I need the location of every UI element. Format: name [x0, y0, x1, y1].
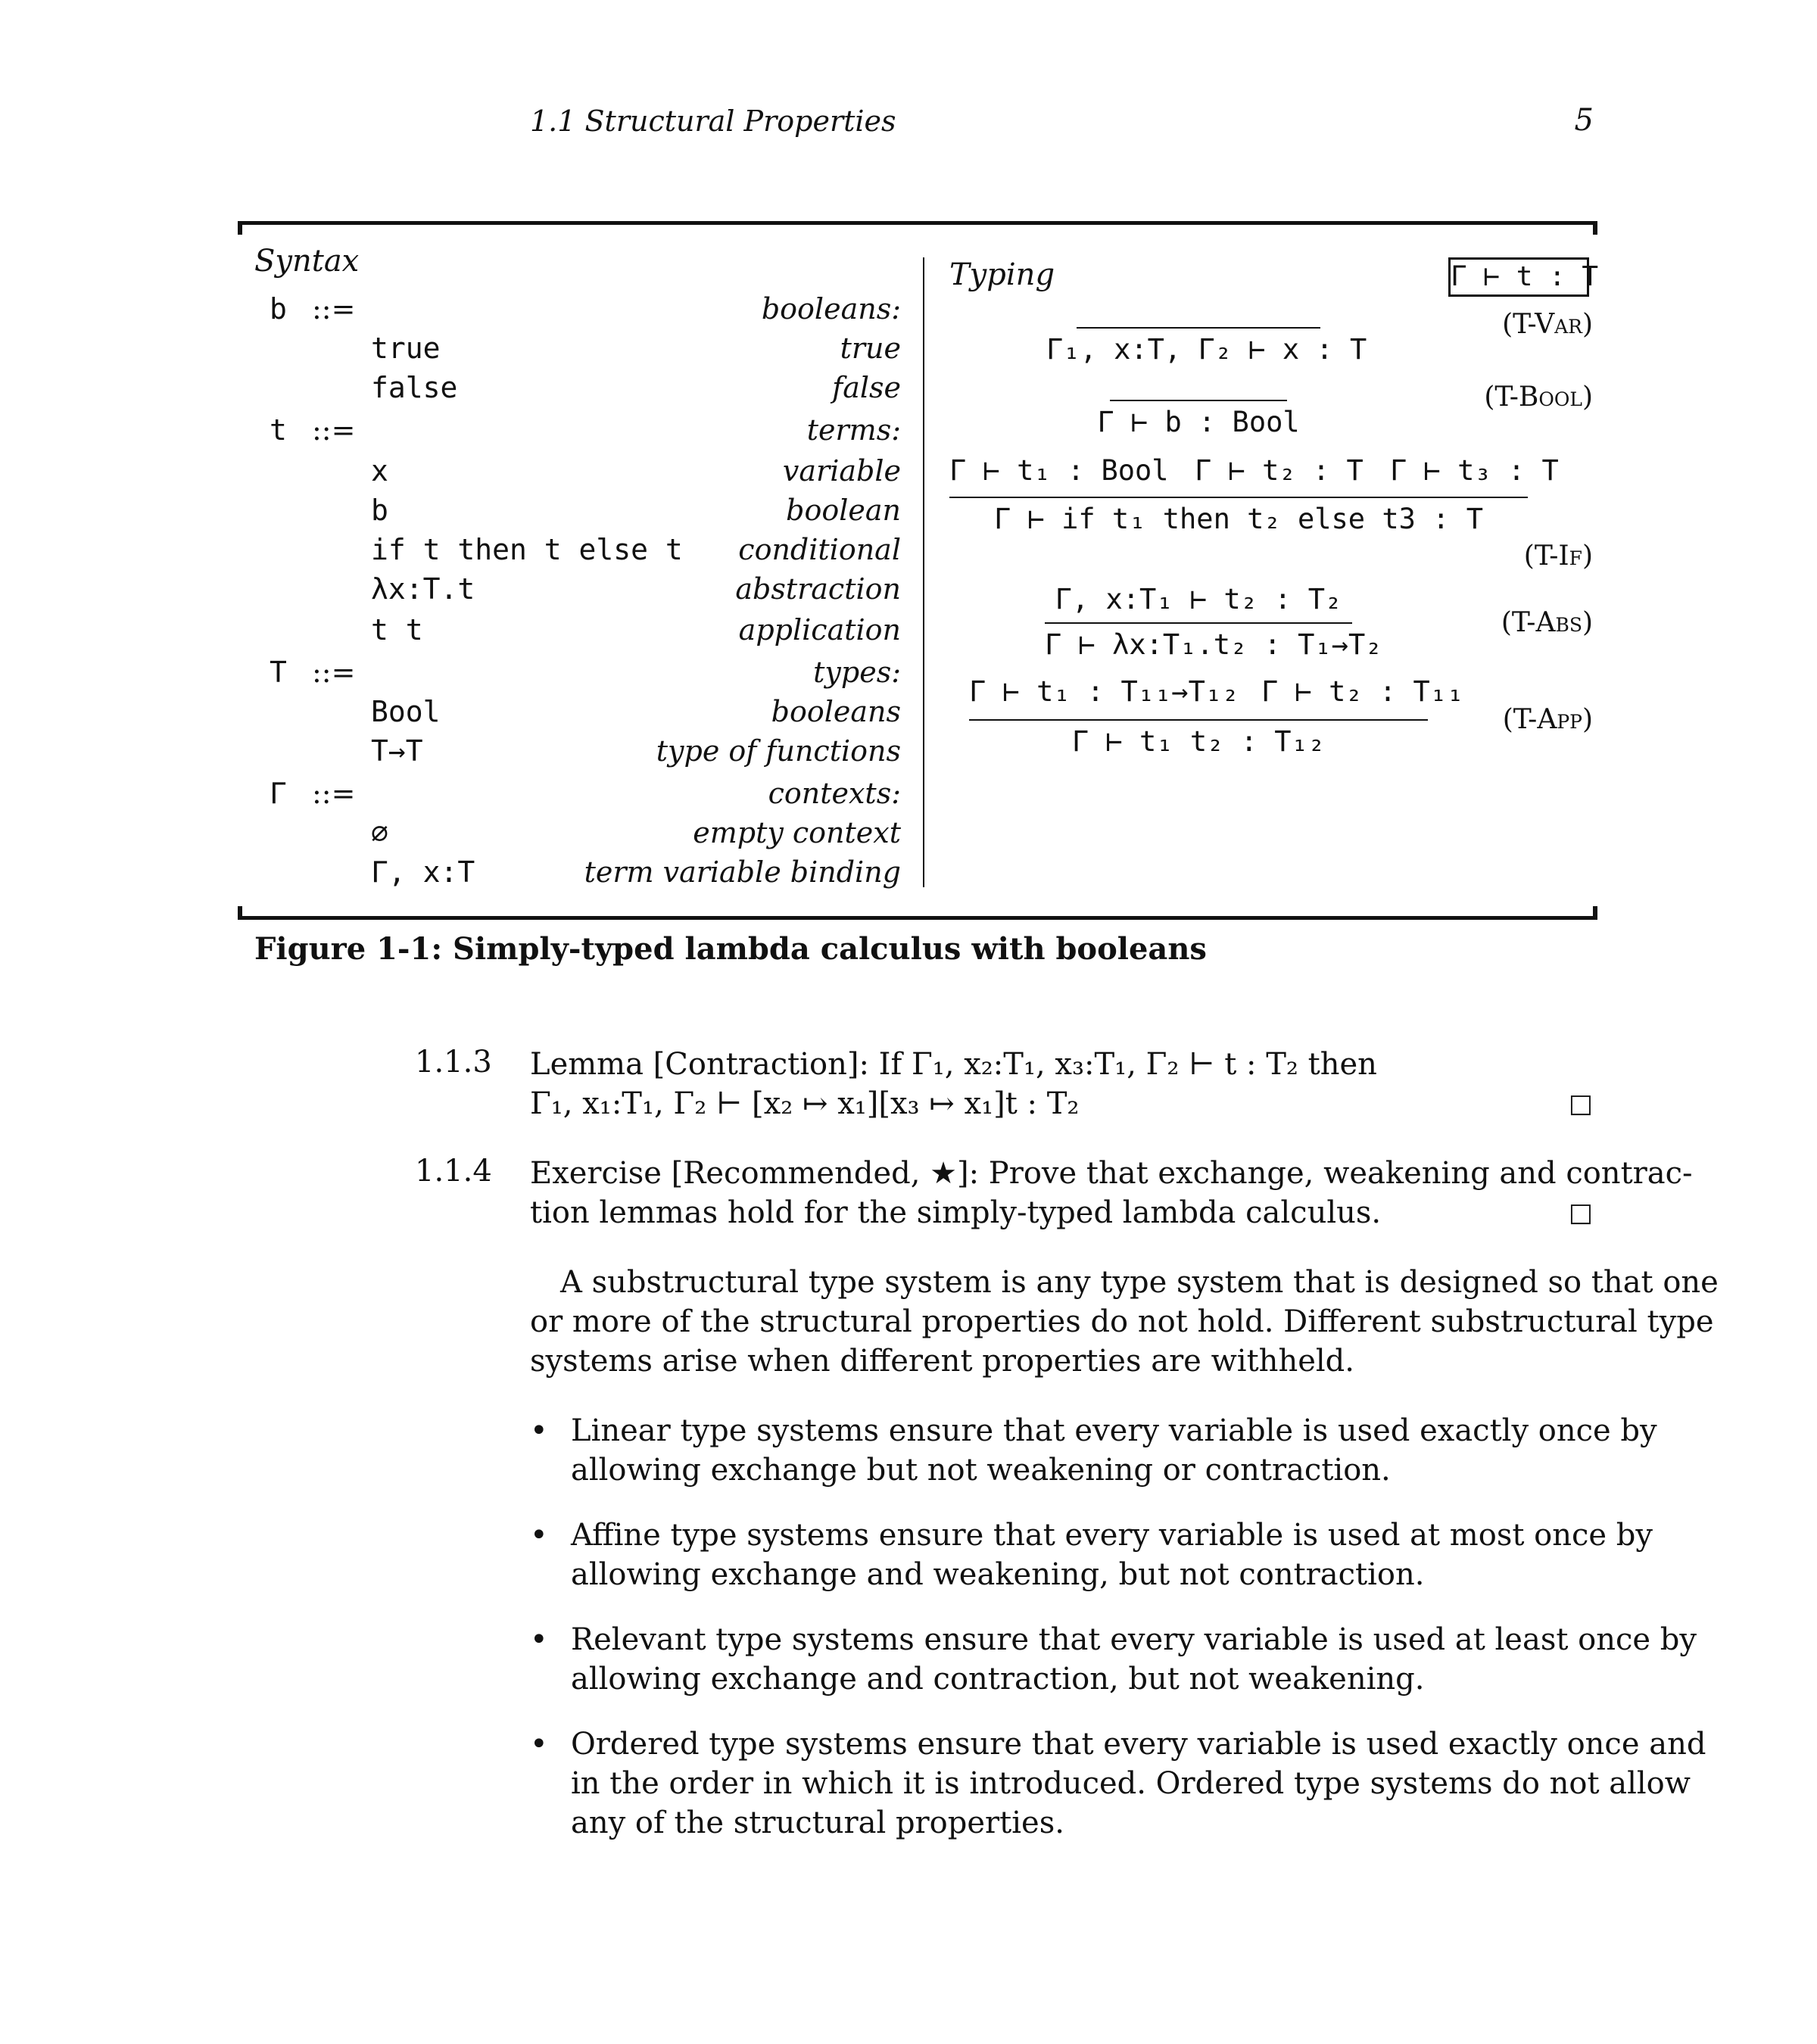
syntax-production: true: [371, 332, 441, 365]
lemma-qed-icon: □: [1568, 1089, 1593, 1119]
syntax-description: conditional: [738, 533, 901, 566]
syntax-description: booleans:: [761, 292, 901, 326]
syntax-description: type of functions: [656, 734, 901, 768]
tbool-conclusion: Γ ⊢ b : Bool: [1097, 406, 1300, 438]
syntax-def-symbol: ::=: [312, 656, 356, 689]
exercise-number: 1.1.4: [415, 1154, 492, 1189]
figure-bottom-rule: [238, 916, 1597, 920]
syntax-description: types:: [813, 656, 901, 689]
figure-bottom-right-tick: [1593, 906, 1597, 920]
syntax-description: terms:: [806, 413, 901, 447]
syntax-row: [0, 653, 1817, 692]
inference-bar-tbool: [1110, 400, 1287, 401]
tvar-conclusion: Γ₁, x:T, Γ₂ ⊢ x : T: [1046, 333, 1367, 366]
inference-bar-tapp: [969, 719, 1428, 721]
bullet-icon: •: [530, 1413, 548, 1448]
syntax-description: true: [840, 332, 901, 365]
bullet-linear-line-1: Linear type systems ensure that every variable is used exactly once by: [571, 1413, 1657, 1448]
page-number: 5: [1574, 103, 1594, 138]
lemma-line-1: Lemma [Contraction]: If Γ₁, x₂:T₁, x₃:T₁, Γ₂ ⊢ t : T₂ then: [530, 1047, 1377, 1082]
exercise-line-2: tion lemmas hold for the simply-typed lambda calculus.: [530, 1195, 1382, 1230]
syntax-row: [0, 569, 1817, 609]
syntax-row: [0, 410, 1817, 450]
syntax-production: T→T: [371, 734, 423, 768]
syntax-nonterminal: b: [270, 292, 287, 326]
exercise-qed-icon: □: [1568, 1198, 1593, 1228]
bullet-icon: •: [530, 1622, 548, 1657]
bullet-ordered-line-1: Ordered type systems ensure that every variable is used exactly once and: [571, 1727, 1706, 1762]
syntax-production: x: [371, 454, 388, 488]
syntax-description: application: [738, 613, 901, 647]
paragraph-line-2: or more of the structural properties do not hold. Different substructural type: [530, 1304, 1714, 1339]
tif-premise-2: Γ ⊢ t₂ : T: [1195, 454, 1364, 487]
typing-title: Typing: [949, 257, 1055, 292]
bullet-icon: •: [530, 1518, 548, 1553]
syntax-production: t t: [371, 613, 423, 647]
bullet-relevant-line-1: Relevant type systems ensure that every variable is used at least once by: [571, 1622, 1697, 1657]
figure-top-right-tick: [1593, 221, 1597, 235]
tabs-premise: Γ, x:T₁ ⊢ t₂ : T₂: [1055, 583, 1342, 615]
bullet-icon: •: [530, 1727, 548, 1762]
inference-bar-tif: [949, 497, 1528, 498]
syntax-description: false: [832, 371, 901, 404]
rule-name-tapp: (T-App): [1502, 704, 1593, 735]
lemma-number: 1.1.3: [415, 1045, 492, 1080]
bullet-affine-line-2: allowing exchange and weakening, but not contraction.: [571, 1557, 1425, 1592]
tapp-premise-2: Γ ⊢ t₂ : T₁₁: [1261, 675, 1464, 708]
figure-bottom-left-tick: [238, 906, 242, 920]
syntax-row: [0, 852, 1817, 892]
syntax-row: [0, 491, 1817, 530]
bullet-linear-line-2: allowing exchange but not weakening or contraction.: [571, 1453, 1391, 1488]
paragraph-line-1: A substructural type system is any type system that is designed so that one: [560, 1265, 1719, 1300]
tif-premise-3: Γ ⊢ t₃ : T: [1390, 454, 1559, 487]
syntax-description: contexts:: [768, 777, 901, 810]
bullet-affine-line-1: Affine type systems ensure that every variable is used at most once by: [571, 1518, 1653, 1553]
running-header-section: 1.1 Structural Properties: [530, 104, 896, 138]
tapp-conclusion: Γ ⊢ t₁ t₂ : T₁₂: [1071, 725, 1326, 758]
syntax-production: Γ, x:T: [371, 855, 475, 889]
tif-premise-1: Γ ⊢ t₁ : Bool: [949, 454, 1169, 487]
syntax-def-symbol: ::=: [312, 777, 356, 810]
syntax-row: [0, 731, 1817, 771]
syntax-production: b: [371, 494, 388, 527]
rule-name-tbool: (T-Bool): [1484, 382, 1593, 413]
syntax-def-symbol: ::=: [312, 292, 356, 326]
paragraph-line-3: systems arise when different properties are withheld.: [530, 1344, 1354, 1379]
tapp-premise-1: Γ ⊢ t₁ : T₁₁→T₁₂: [969, 675, 1239, 708]
bullet-ordered-line-2: in the order in which it is introduced. Ordered type systems do not allow: [571, 1766, 1691, 1801]
rule-name-tif: (T-If): [1523, 541, 1593, 572]
syntax-nonterminal: t: [270, 413, 287, 447]
rule-name-tvar: (T-Var): [1502, 309, 1593, 340]
syntax-production: λx:T.t: [371, 572, 475, 606]
bullet-relevant-line-2: allowing exchange and contraction, but not weakening.: [571, 1662, 1425, 1697]
bullet-ordered-line-3: any of the structural properties.: [571, 1806, 1064, 1840]
syntax-row: [0, 774, 1817, 813]
figure-top-left-tick: [238, 221, 242, 235]
syntax-production: ∅: [371, 816, 388, 849]
judgment-form-box: Γ ⊢ t : T: [1448, 257, 1589, 297]
syntax-def-symbol: ::=: [312, 413, 356, 447]
syntax-nonterminal: T: [270, 656, 287, 689]
exercise-line-1: Exercise [Recommended, ★]: Prove that exchange, weakening and contrac-: [530, 1156, 1693, 1191]
tif-conclusion: Γ ⊢ if t₁ then t₂ else t3 : T: [993, 503, 1483, 535]
syntax-description: empty context: [693, 816, 901, 849]
syntax-row: [0, 813, 1817, 852]
syntax-description: variable: [782, 454, 901, 488]
syntax-nonterminal: Γ: [270, 777, 287, 810]
syntax-description: boolean: [786, 494, 901, 527]
figure-caption: Figure 1-1: Simply-typed lambda calculus with booleans: [254, 931, 1207, 967]
rule-name-tabs: (T-Abs): [1501, 607, 1593, 638]
tabs-conclusion: Γ ⊢ λx:T₁.t₂ : T₁→T₂: [1045, 628, 1382, 661]
lemma-line-2: Γ₁, x₁:T₁, Γ₂ ⊢ [x₂ ↦ x₁][x₃ ↦ x₁]t : T₂: [530, 1086, 1080, 1121]
syntax-description: term variable binding: [584, 855, 901, 889]
inference-bar-tvar: [1077, 327, 1320, 329]
figure-top-rule: [238, 221, 1597, 225]
inference-bar-tabs: [1045, 622, 1352, 624]
syntax-title: Syntax: [254, 244, 360, 279]
syntax-description: abstraction: [735, 572, 901, 606]
syntax-production: Bool: [371, 695, 441, 728]
syntax-production: false: [371, 371, 458, 404]
syntax-production: if t then t else t: [371, 533, 683, 566]
syntax-description: booleans: [771, 695, 901, 728]
